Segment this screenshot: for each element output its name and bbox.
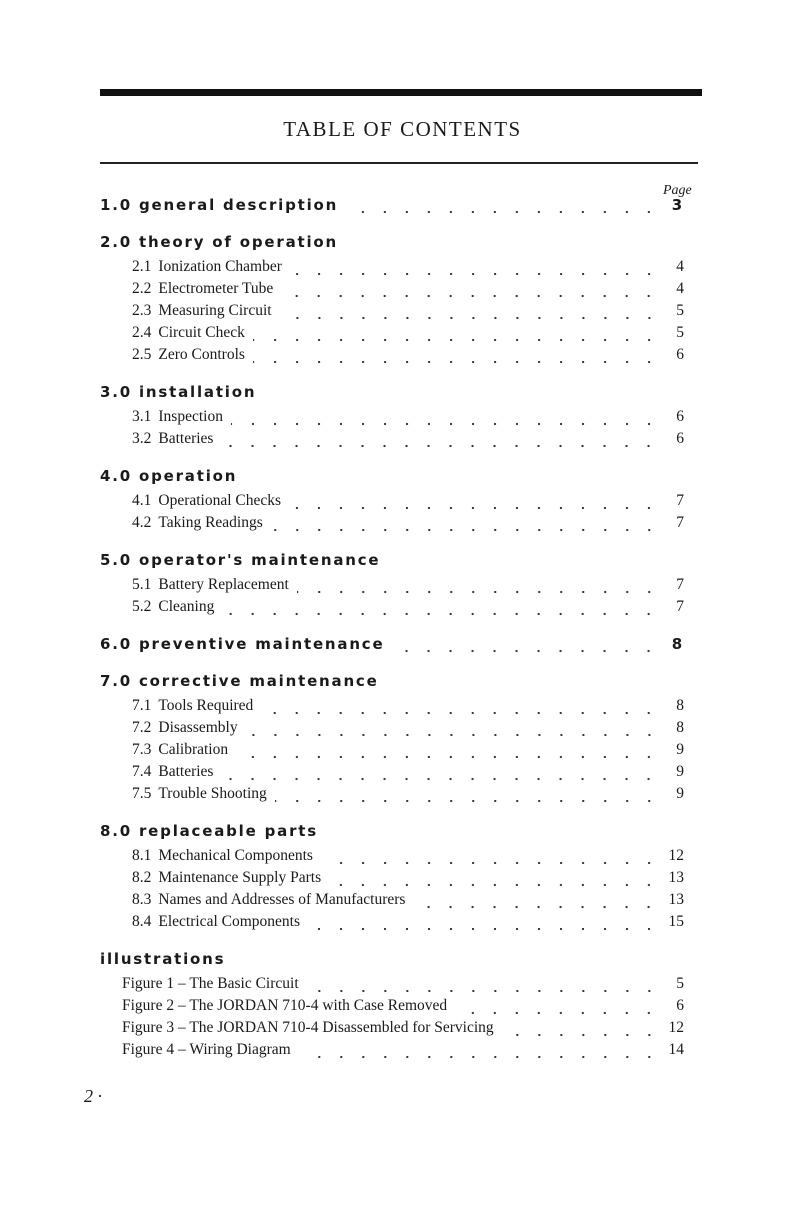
dot-leader <box>222 596 660 618</box>
section-title: general description <box>138 196 339 214</box>
section-title: preventive maintenance <box>138 635 385 653</box>
entry-title: Figure 2 – The JORDAN 710-4 with Case Removed <box>122 997 448 1014</box>
dot-leader <box>346 194 660 216</box>
subsection-entry <box>100 761 684 783</box>
section-number: 7.0 <box>100 672 132 690</box>
entry-page: 8 <box>676 719 684 736</box>
entry-title: Cleaning <box>158 598 215 615</box>
subsection-entry <box>100 406 684 428</box>
entry-page: 5 <box>676 324 684 341</box>
entry-page: 9 <box>676 741 684 758</box>
entry-page: 7 <box>676 514 684 531</box>
entry-page: 4 <box>676 280 684 297</box>
entry-number: 4.1 <box>132 492 152 509</box>
dot-leader <box>297 574 660 596</box>
entry-number: 3.1 <box>132 408 152 425</box>
dot-leader <box>455 995 660 1017</box>
section-heading <box>100 381 684 403</box>
section-heading <box>100 231 684 253</box>
entry-number: 8.1 <box>132 847 152 864</box>
title-rule <box>100 162 698 164</box>
page-title: TABLE OF CONTENTS <box>283 117 522 141</box>
section-heading <box>100 465 684 487</box>
entry-title: Disassembly <box>158 719 238 736</box>
section-heading <box>100 670 684 692</box>
entry-page: 15 <box>668 913 684 930</box>
entry-number: 8.2 <box>132 869 152 886</box>
entry-number: 2.1 <box>132 258 152 275</box>
entry-number: 4.2 <box>132 514 152 531</box>
entry-page: 5 <box>676 302 684 319</box>
figure-entry <box>100 995 684 1017</box>
entry-title: Maintenance Supply Parts <box>158 869 322 886</box>
entry-title: Figure 3 – The JORDAN 710-4 Disassembled for Servicing <box>122 1019 494 1036</box>
section-heading <box>100 948 684 970</box>
entry-number: 7.1 <box>132 697 152 714</box>
entry-page: 12 <box>668 1019 684 1036</box>
entry-number: 8.3 <box>132 891 152 908</box>
entry-title: Electrometer Tube <box>158 280 274 297</box>
section-title: illustrations <box>100 950 226 968</box>
entry-number: 2.3 <box>132 302 152 319</box>
dot-leader <box>289 490 660 512</box>
entry-title: Tools Required <box>158 697 254 714</box>
dot-leader <box>253 344 660 366</box>
entry-title: Battery Replacement <box>158 576 289 593</box>
entry-title: Names and Addresses of Manufacturers <box>158 891 406 908</box>
subsection-entry <box>100 889 684 911</box>
section-title: operation <box>138 467 238 485</box>
dot-leader <box>221 761 660 783</box>
figure-entry <box>100 1039 684 1061</box>
section-page: 8 <box>671 635 684 653</box>
section-title: theory of operation <box>138 233 338 251</box>
subsection-entry <box>100 596 684 618</box>
entry-title: Inspection <box>158 408 223 425</box>
entry-number: 3.2 <box>132 430 152 447</box>
section-heading <box>100 633 684 655</box>
entry-page: 4 <box>676 258 684 275</box>
entry-page: 9 <box>676 785 684 802</box>
dot-leader <box>236 739 660 761</box>
entry-page: 14 <box>668 1041 684 1058</box>
entry-number: 7.2 <box>132 719 152 736</box>
dot-leader <box>307 973 660 995</box>
section-number: 1.0 <box>100 196 132 214</box>
table-of-contents <box>100 194 684 1061</box>
entry-page: 12 <box>668 847 684 864</box>
section-heading <box>100 194 684 216</box>
entry-title: Operational Checks <box>158 492 282 509</box>
dot-leader <box>308 911 660 933</box>
entry-title: Figure 1 – The Basic Circuit <box>122 975 299 992</box>
section-title: corrective maintenance <box>138 672 379 690</box>
dot-leader <box>321 845 660 867</box>
subsection-entry <box>100 512 684 534</box>
dot-leader <box>221 428 660 450</box>
entry-number: 8.4 <box>132 913 152 930</box>
subsection-entry <box>100 344 684 366</box>
subsection-entry <box>100 695 684 717</box>
subsection-entry <box>100 867 684 889</box>
entry-page: 13 <box>668 891 684 908</box>
section-title: operator's maintenance <box>138 551 381 569</box>
dot-leader <box>271 512 660 534</box>
page-number: 2 · <box>84 1086 102 1106</box>
entry-page: 9 <box>676 763 684 780</box>
entry-title: Trouble Shooting <box>158 785 267 802</box>
section-number: 8.0 <box>100 822 132 840</box>
subsection-entry <box>100 300 684 322</box>
entry-number: 2.4 <box>132 324 152 341</box>
section-heading <box>100 549 684 571</box>
entry-title: Figure 4 – Wiring Diagram <box>122 1041 291 1058</box>
subsection-entry <box>100 490 684 512</box>
section-number: 6.0 <box>100 635 132 653</box>
entry-number: 2.5 <box>132 346 152 363</box>
entry-number: 5.1 <box>132 576 152 593</box>
section-heading <box>100 820 684 842</box>
entry-number: 5.2 <box>132 598 152 615</box>
dot-leader <box>275 783 660 805</box>
subsection-entry <box>100 717 684 739</box>
subsection-entry <box>100 739 684 761</box>
entry-title: Batteries <box>158 763 214 780</box>
entry-title: Electrical Components <box>158 913 300 930</box>
entry-page: 6 <box>676 997 684 1014</box>
subsection-entry <box>100 845 684 867</box>
dot-leader <box>280 300 660 322</box>
section-number: 5.0 <box>100 551 132 569</box>
entry-title: Zero Controls <box>158 346 245 363</box>
top-rule <box>100 89 702 96</box>
entry-page: 8 <box>676 697 684 714</box>
entry-number: 2.2 <box>132 280 152 297</box>
subsection-entry <box>100 574 684 596</box>
dot-leader <box>246 717 660 739</box>
figure-entry <box>100 973 684 995</box>
dot-leader <box>253 322 660 344</box>
dot-leader <box>231 406 660 428</box>
page-column-label: Page <box>663 183 692 198</box>
dot-leader <box>392 633 660 655</box>
subsection-entry <box>100 278 684 300</box>
section-title: replaceable parts <box>138 822 318 840</box>
section-page: 3 <box>671 196 684 214</box>
dot-leader <box>281 278 660 300</box>
entry-page: 7 <box>676 492 684 509</box>
entry-title: Taking Readings <box>158 514 263 531</box>
subsection-entry <box>100 256 684 278</box>
entry-page: 6 <box>676 346 684 363</box>
entry-page: 7 <box>676 598 684 615</box>
entry-number: 7.3 <box>132 741 152 758</box>
dot-leader <box>413 889 660 911</box>
entry-title: Batteries <box>158 430 214 447</box>
entry-number: 7.4 <box>132 763 152 780</box>
section-number: 4.0 <box>100 467 132 485</box>
entry-page: 6 <box>676 408 684 425</box>
section-number: 2.0 <box>100 233 132 251</box>
subsection-entry <box>100 428 684 450</box>
subsection-entry <box>100 322 684 344</box>
section-title: installation <box>138 383 257 401</box>
entry-title: Ionization Chamber <box>158 258 282 275</box>
entry-page: 7 <box>676 576 684 593</box>
dot-leader <box>502 1017 660 1039</box>
entry-page: 5 <box>676 975 684 992</box>
entry-title: Mechanical Components <box>158 847 313 864</box>
entry-title: Circuit Check <box>158 324 245 341</box>
entry-page: 6 <box>676 430 684 447</box>
subsection-entry <box>100 911 684 933</box>
subsection-entry <box>100 783 684 805</box>
entry-page: 13 <box>668 869 684 886</box>
dot-leader <box>261 695 660 717</box>
dot-leader <box>299 1039 660 1061</box>
figure-entry <box>100 1017 684 1039</box>
entry-title: Measuring Circuit <box>158 302 272 319</box>
section-number: 3.0 <box>100 383 132 401</box>
entry-title: Calibration <box>158 741 229 758</box>
entry-number: 7.5 <box>132 785 152 802</box>
dot-leader <box>290 256 660 278</box>
dot-leader <box>329 867 660 889</box>
